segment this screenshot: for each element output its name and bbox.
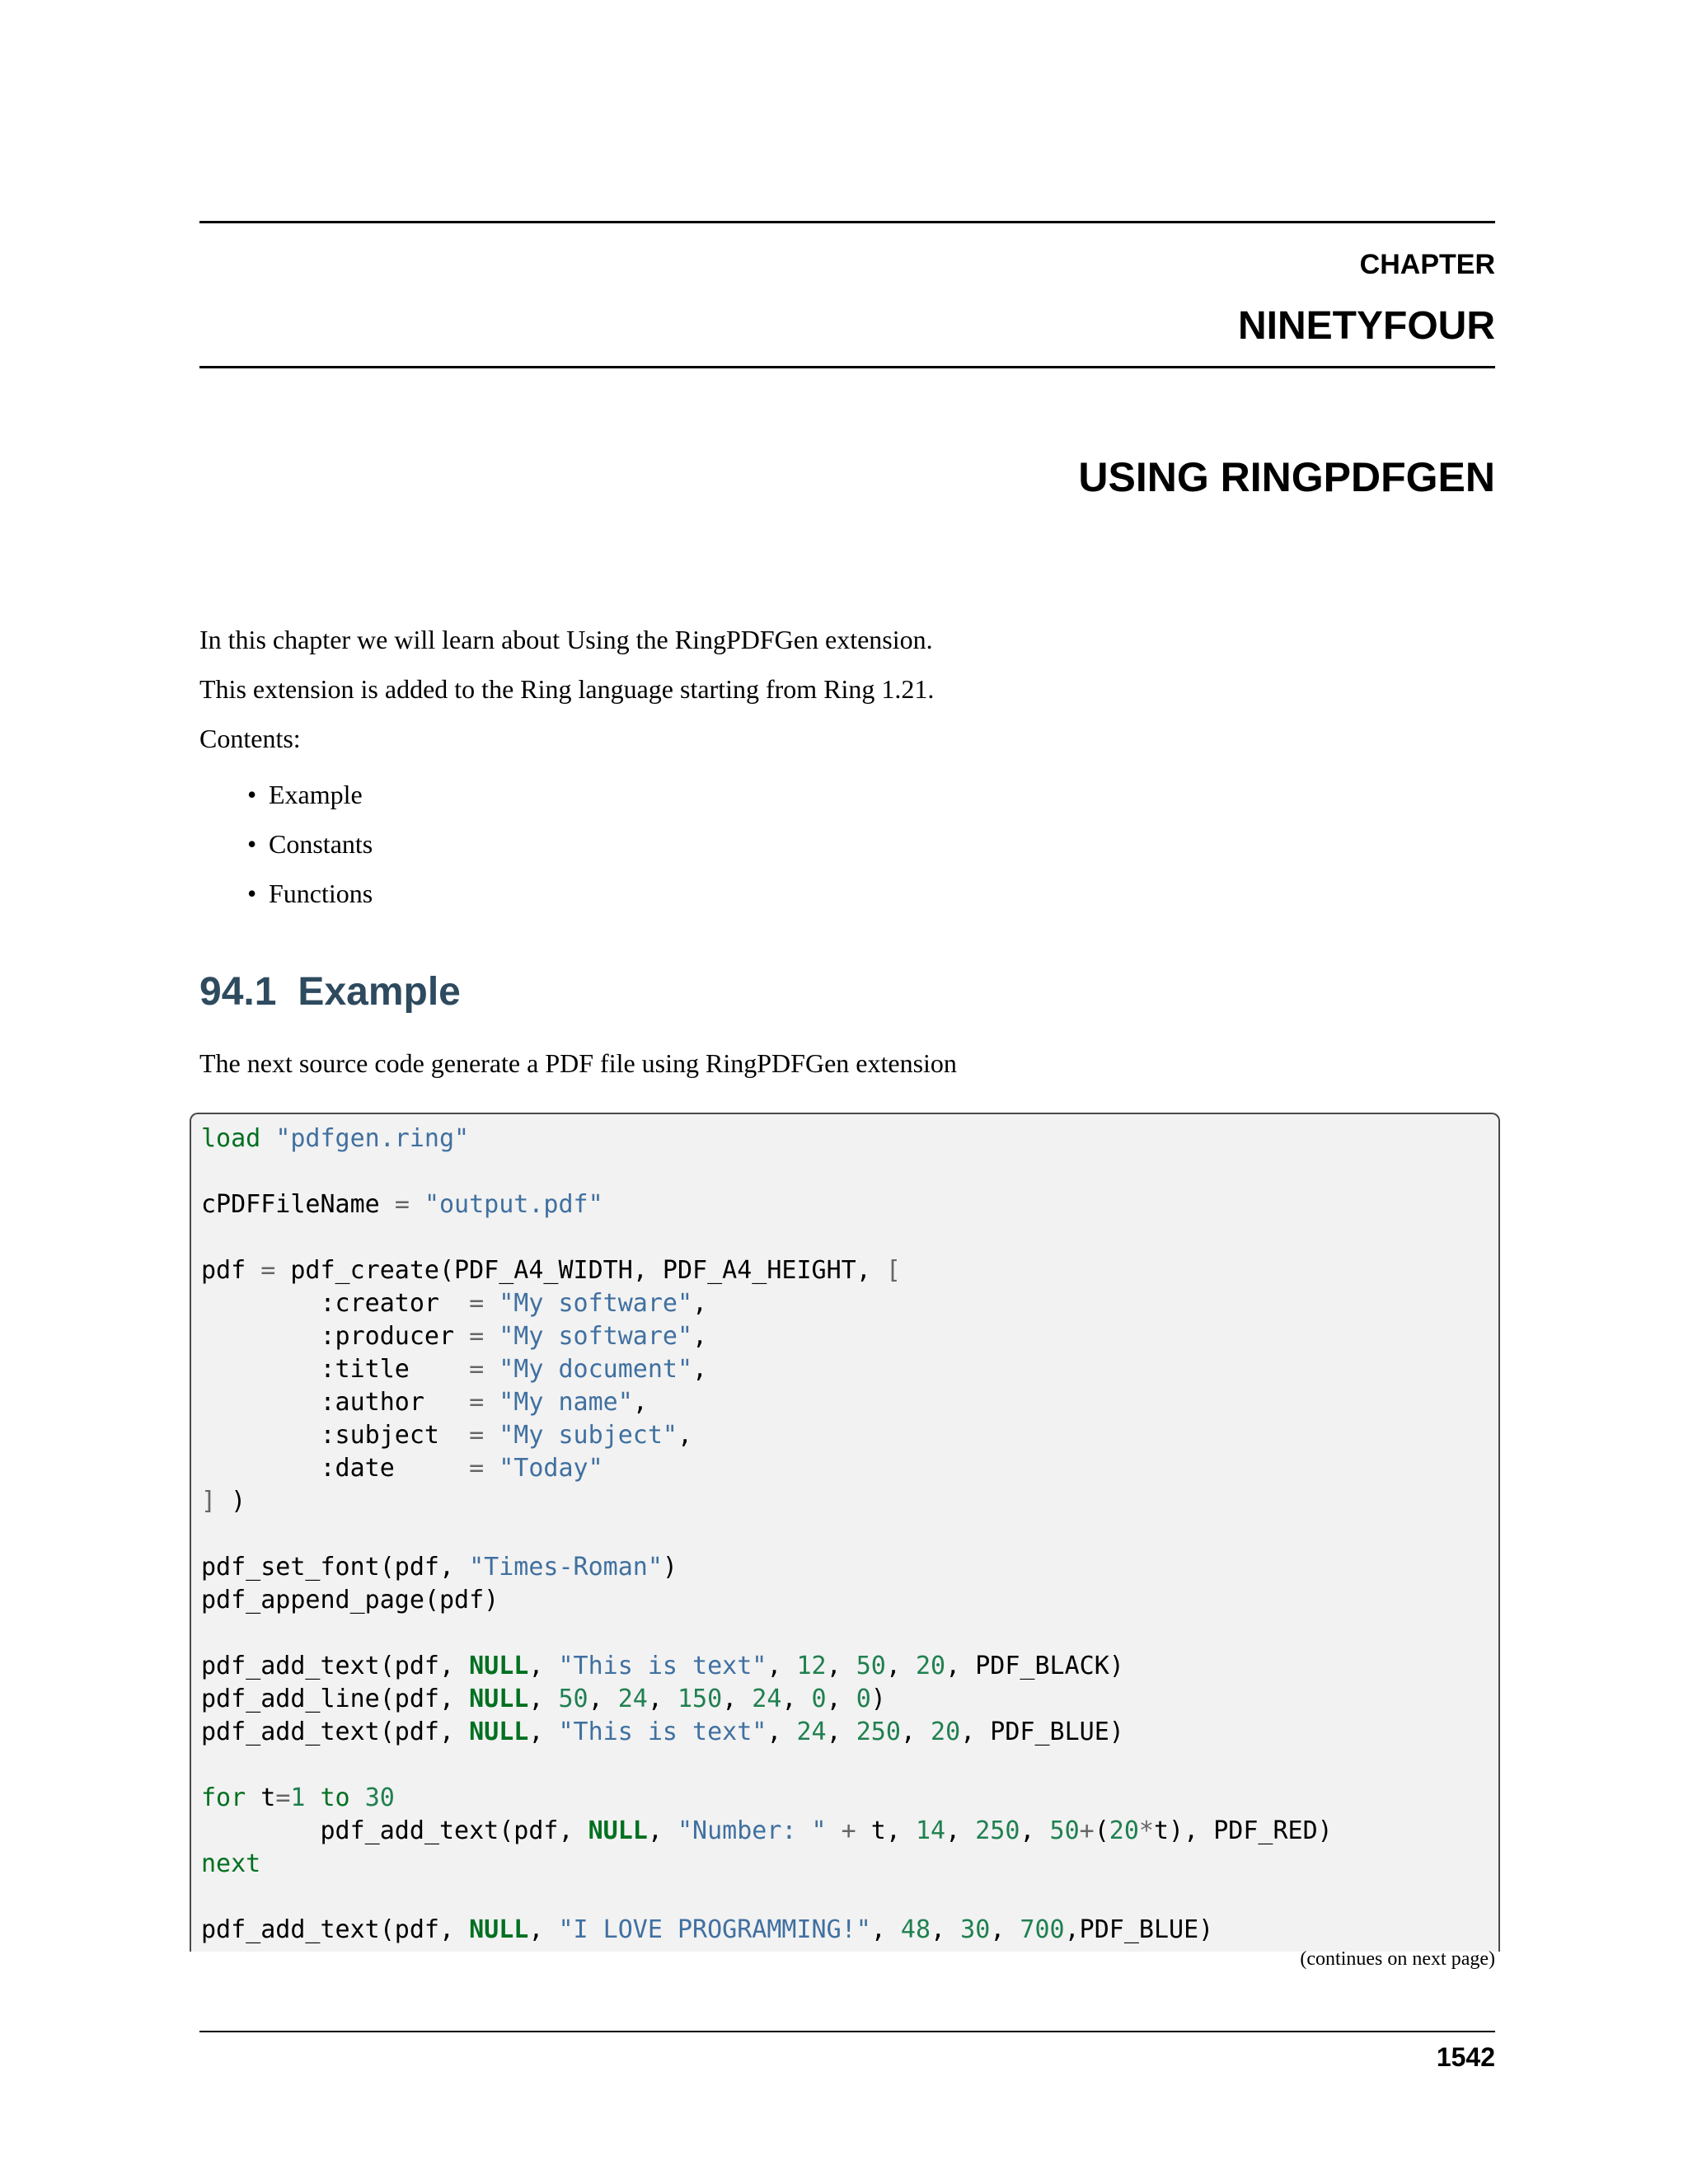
version-paragraph: This extension is added to the Ring language starting from Ring 1.21.: [199, 674, 935, 704]
section-lead-paragraph: The next source code generate a PDF file using RingPDFGen extension: [199, 1048, 957, 1078]
footer-rule: [199, 2031, 1495, 2032]
chapter-top-rule: [199, 221, 1495, 223]
code-line: pdf_add_text(pdf, NULL, "This is text", 24, 250, 20, PDF_BLUE): [201, 1718, 1124, 1746]
code-line: :title = "My document",: [201, 1355, 708, 1384]
contents-link[interactable]: Functions: [269, 879, 373, 908]
chapter-number: NINETYFOUR: [1238, 304, 1495, 348]
code-line: pdf = pdf_create(PDF_A4_WIDTH, PDF_A4_HEIGHT, [: [201, 1256, 901, 1285]
bullet-icon: •: [247, 829, 257, 859]
contents-item-example[interactable]: [247, 775, 373, 824]
code-block[interactable]: [190, 1113, 1500, 1952]
contents-link[interactable]: Example: [269, 780, 363, 809]
code-listing[interactable]: [201, 1122, 1333, 1947]
bullet-icon: •: [247, 879, 257, 908]
contents-link[interactable]: Constants: [269, 829, 373, 859]
code-line: :date = "Today": [201, 1454, 603, 1483]
section-title: Example: [298, 970, 461, 1014]
code-line: :producer = "My software",: [201, 1322, 708, 1351]
bullet-icon: •: [247, 780, 257, 809]
chapter-title: USING RINGPDFGEN: [1078, 454, 1495, 500]
code-line: pdf_add_text(pdf, NULL, "This is text", 12, 50, 20, PDF_BLACK): [201, 1652, 1124, 1680]
code-line: ] ): [201, 1487, 246, 1516]
code-line: pdf_add_text(pdf, NULL, "Number: " + t, 14, 250, 50+(20*t), PDF_RED): [201, 1816, 1333, 1845]
code-line: pdf_add_text(pdf, NULL, "I LOVE PROGRAMMING!", 48, 30, 700,PDF_BLUE): [201, 1915, 1214, 1944]
intro-paragraph: In this chapter we will learn about Using the RingPDFGen extension.: [199, 625, 933, 654]
chapter-bottom-rule: [199, 366, 1495, 368]
code-line: :subject = "My subject",: [201, 1421, 693, 1450]
code-line: pdf_set_font(pdf, "Times-Roman"): [201, 1553, 678, 1582]
code-line: next: [201, 1849, 261, 1878]
code-line: pdf_add_line(pdf, NULL, 50, 24, 150, 24, 0, 0): [201, 1685, 886, 1713]
contents-label: Contents:: [199, 724, 301, 753]
chapter-label: CHAPTER: [1359, 249, 1495, 280]
contents-item-functions[interactable]: [247, 874, 373, 923]
code-line: for t=1 to 30: [201, 1783, 395, 1812]
code-line: :author = "My name",: [201, 1388, 648, 1417]
contents-item-constants[interactable]: [247, 824, 373, 874]
code-line: pdf_append_page(pdf): [201, 1586, 499, 1615]
page-number: 1542: [1436, 2042, 1495, 2072]
code-line: load "pdfgen.ring": [201, 1124, 470, 1153]
code-line: :creator = "My software",: [201, 1289, 708, 1318]
code-line: cPDFFileName = "output.pdf": [201, 1190, 603, 1219]
section-heading: [199, 969, 461, 1015]
section-number: 94.1: [199, 970, 277, 1014]
continues-note: (continues on next page): [1300, 1948, 1495, 1970]
contents-list: [247, 775, 373, 923]
